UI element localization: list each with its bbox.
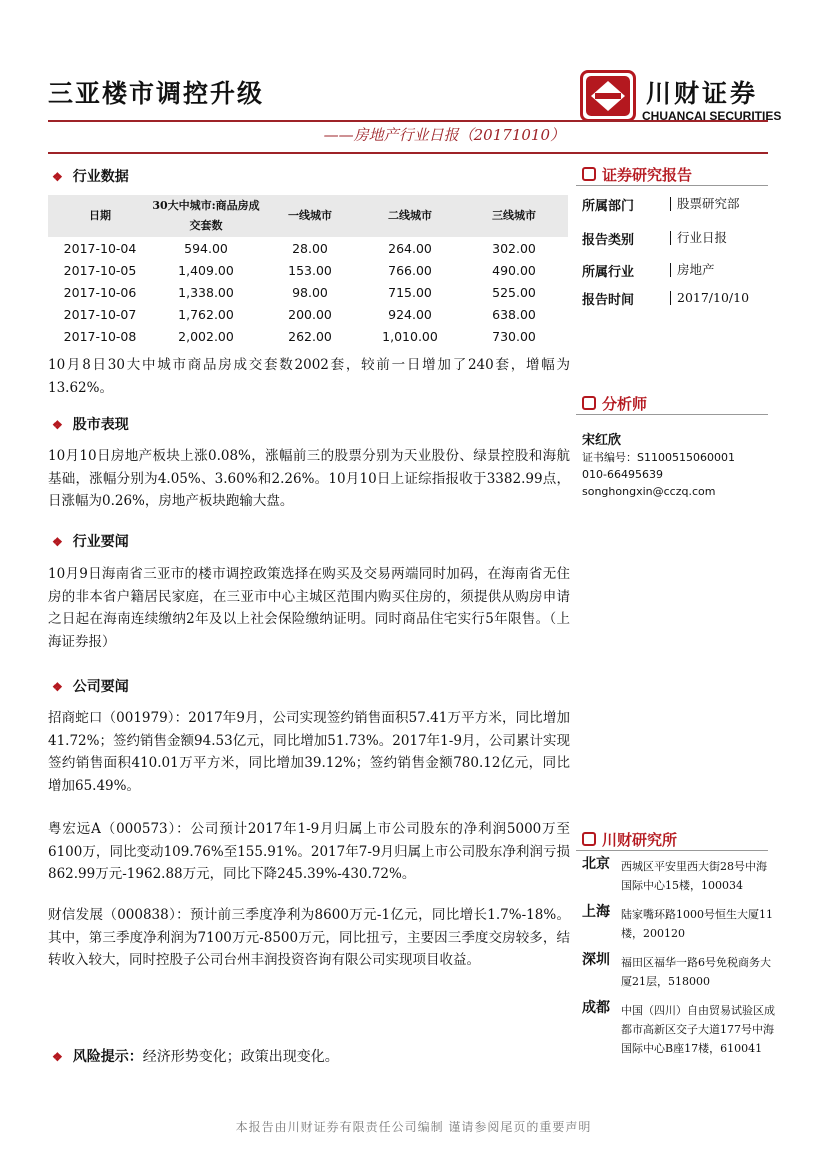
analyst-email: songhongxin@cczq.com: [582, 485, 716, 498]
meta-value: 2017/10/10: [670, 291, 749, 305]
diamond-bullet-icon: ❖: [52, 680, 63, 694]
office-city: 成都: [582, 1000, 610, 1016]
report-title: 三亚楼市调控升级: [48, 79, 265, 108]
column-header: 30大中城市:商品房成交套数: [152, 195, 260, 237]
office-city: 深圳: [582, 952, 610, 968]
meta-key: 报告时间: [582, 293, 635, 308]
office-city: 上海: [582, 904, 610, 920]
industry-news-text: 10月9日海南省三亚市的楼市调控政策选择在购买及交易两端同时加码，在海南省无住房的非本省户籍居民家庭，在三亚市中心主城区范围内购买住房的，须提供从购房申请之日起在海南连续缴纳2年及以上社会保险缴纳证明。同时商品住宅实行5年限售。（上海证券报）: [48, 566, 570, 650]
analyst-rule: [576, 414, 768, 415]
risk-warning: [52, 1046, 339, 1066]
table-cell: 594.00: [184, 240, 228, 256]
table-cell: 98.00: [292, 284, 328, 300]
institute-heading: 川财研究所: [582, 829, 677, 850]
table-cell: 766.00: [388, 262, 432, 278]
table-row: [48, 259, 568, 281]
analyst-card: [582, 432, 735, 500]
company-news-item: 粤宏远A（000573）：公司预计2017年1-9月归属上市公司股东的净利润5000万至6100万，同比变动109.76%至155.91%。2017年7-9月归属上市公司股东净利润亏损862.99万元-1962.88万元，同比下降245.39%-430.72%。: [48, 821, 570, 882]
company-logo: [580, 70, 782, 126]
table-cell: 730.00: [492, 328, 536, 344]
report-info-rule: [576, 185, 768, 186]
table-cell: 1,409.00: [178, 262, 234, 278]
table-cell: 262.00: [288, 328, 332, 344]
analyst-cert: 证书编号：S1100515060001: [582, 451, 735, 464]
report-subtitle: ——房地产行业日报（20171010）: [323, 126, 565, 144]
column-header: 二线城市: [360, 195, 460, 237]
table-row: [48, 237, 568, 259]
table-row: [48, 281, 568, 303]
header-rule: [48, 120, 768, 122]
table-cell: 2017-10-06: [63, 284, 137, 300]
industry-data-summary: 10月8日30大中城市商品房成交套数2002套，较前一日增加了240套，增幅为13.62%。: [48, 357, 570, 396]
office-address: 陆家嘴环路1000号恒生大厦11楼，200120: [621, 908, 773, 940]
company-news-item: 招商蛇口（001979）：2017年9月，公司实现签约销售面积57.41万平方米，同比增加41.72%；签约销售金额94.53亿元，同比增加51.73%。2017年1-9月，公司累计实现签约销售面积410.01万平方米，同比增加39.12%；签约销售金额780.12亿元，同比增加65.49%。: [48, 710, 570, 794]
diamond-bullet-icon: ❖: [52, 170, 63, 184]
table-cell: 264.00: [388, 240, 432, 256]
office-city: 北京: [582, 856, 610, 872]
analyst-heading: 分析师: [582, 393, 647, 414]
industry-data-table: [48, 195, 568, 347]
section-stock-market: ❖ 股市表现: [52, 417, 129, 433]
analyst-phone: 010-66495639: [582, 468, 663, 481]
table-cell: 200.00: [288, 306, 332, 322]
meta-key: 报告类别: [582, 233, 635, 248]
section-box-icon: [582, 396, 596, 410]
logo-english-name: CHUANCAI SECURITIES: [642, 109, 782, 123]
table-cell: 715.00: [388, 284, 432, 300]
table-cell: 2017-10-05: [63, 262, 137, 278]
table-cell: 1,762.00: [178, 306, 234, 322]
diamond-bullet-icon: ❖: [52, 418, 63, 432]
table-cell: 1,338.00: [178, 284, 234, 300]
logo-name: 川财证券: [646, 79, 759, 108]
section-company-news: ❖ 公司要闻: [52, 679, 129, 695]
section-box-icon: [582, 167, 596, 181]
risk-text: 经济形势变化；政策出现变化。: [142, 1049, 339, 1065]
column-header: 三线城市: [460, 195, 568, 237]
table-cell: 2017-10-04: [63, 240, 137, 256]
office-address: 中国（四川）自由贸易试验区成都市高新区交子大道177号中海国际中心B座17楼，610041: [621, 1004, 775, 1055]
meta-value: 房地产: [670, 263, 715, 277]
table-cell: 2017-10-07: [63, 306, 137, 322]
diamond-bullet-icon: ❖: [52, 1050, 63, 1064]
table-cell: 153.00: [288, 262, 332, 278]
section-industry-news: ❖ 行业要闻: [52, 534, 129, 550]
table-row: [48, 325, 568, 347]
table-row: [48, 303, 568, 325]
office-address: 福田区福华一路6号免税商务大厦21层，518000: [621, 956, 771, 988]
stock-market-text: 10月10日房地产板块上涨0.08%，涨幅前三的股票分别为天业股份、绿景控股和海航基础，涨幅分别为4.05%、3.60%和2.26%。10月10日上证综指报收于3382.99点，日涨幅为0.26%，房地产板块跑输大盘。: [48, 448, 570, 509]
table-cell: 638.00: [492, 306, 536, 322]
office-address: 西城区平安里西大街28号中海国际中心15楼，100034: [621, 860, 767, 892]
column-header: 日期: [48, 195, 152, 237]
analyst-name: 宋红欣: [582, 433, 622, 448]
table-cell: 924.00: [388, 306, 432, 322]
table-cell: 28.00: [292, 240, 328, 256]
table-cell: 2,002.00: [178, 328, 234, 344]
table-cell: 1,010.00: [382, 328, 438, 344]
meta-key: 所属部门: [582, 199, 635, 214]
table-cell: 525.00: [492, 284, 536, 300]
logo-mark-icon: [580, 70, 636, 122]
report-info-heading: 证券研究报告: [582, 164, 692, 185]
meta-key: 所属行业: [582, 265, 635, 280]
risk-label: 风险提示：: [72, 1049, 143, 1065]
company-news-item: 财信发展（000838）：预计前三季度净利为8600万元-1亿元，同比增长1.7%-18%。其中，第三季度净利润为7100万元-8500万元，同比扭亏，主要因三季度交房较多，结转收入较大，同时控股子公司台州丰润投资咨询有限公司实现项目收益。: [48, 907, 570, 968]
column-header: 一线城市: [260, 195, 360, 237]
page-footer: 本报告由川财证券有限责任公司编制 谨请参阅尾页的重要声明: [235, 1120, 592, 1134]
meta-value: 行业日报: [670, 231, 727, 245]
institute-rule: [576, 850, 768, 851]
subtitle-rule: [48, 152, 768, 154]
table-cell: 302.00: [492, 240, 536, 256]
meta-value: 股票研究部: [670, 197, 740, 211]
table-cell: 490.00: [492, 262, 536, 278]
section-industry-data: ❖ 行业数据: [52, 169, 129, 185]
table-cell: 2017-10-08: [63, 328, 137, 344]
section-box-icon: [582, 832, 596, 846]
diamond-bullet-icon: ❖: [52, 535, 63, 549]
table-header-row: [48, 195, 568, 237]
